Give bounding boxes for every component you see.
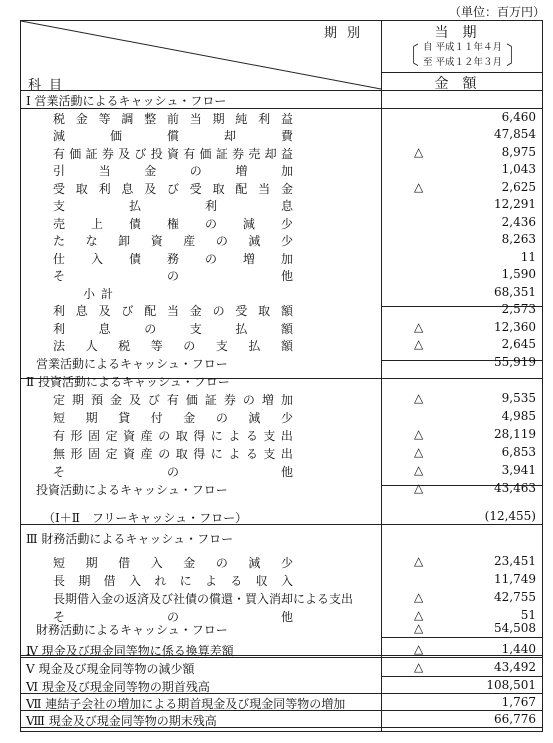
- table-row: [21, 660, 544, 676]
- negative-mark: △: [414, 180, 424, 194]
- row-amount: 47,854: [494, 127, 536, 141]
- row-amount: 11: [520, 250, 536, 264]
- table-row: [21, 678, 544, 694]
- row-label: 法 人 税 等 の 支 払 額: [53, 339, 293, 353]
- negative-mark: △: [414, 481, 424, 495]
- negative-mark: △: [414, 590, 424, 604]
- row-amount: 55,919: [494, 355, 536, 369]
- header-amount: 金額: [434, 76, 491, 92]
- table-row: [21, 215, 544, 231]
- row-divider: [381, 676, 542, 677]
- table-row: [21, 197, 544, 213]
- negative-mark: △: [414, 554, 424, 568]
- table-row: [21, 530, 544, 546]
- negative-mark: △: [414, 660, 424, 674]
- row-amount: 42,755: [494, 590, 536, 604]
- row-label: そ の 他: [53, 269, 293, 283]
- row-label: 仕 入 債 務 の 増 加: [53, 252, 293, 266]
- row-label: 利 息 及 び 配 当 金 の 受 取 額: [53, 304, 293, 318]
- table-row: [21, 145, 544, 161]
- row-amount: 8,975: [501, 145, 536, 159]
- row-label: 長 期 借 入 れ に よ る 収 入: [53, 574, 293, 588]
- table-row: [21, 250, 544, 266]
- row-amount: 54,508: [494, 621, 536, 635]
- cash-flow-table: [20, 20, 543, 732]
- row-label: 小 計: [83, 287, 113, 301]
- row-amount: 3,941: [501, 463, 536, 477]
- row-amount: 51: [520, 608, 536, 622]
- table-row: [21, 267, 544, 283]
- row-label: 支 払 利 息: [53, 199, 293, 213]
- row-amount: 43,492: [494, 660, 536, 674]
- header-current-period: 当期: [434, 25, 491, 41]
- row-label: 短 期 貸 付 金 の 減 少: [53, 411, 293, 425]
- table-row: [21, 509, 544, 525]
- row-label: そ の 他: [53, 610, 293, 624]
- table-row: [21, 427, 544, 443]
- row-label: （Ⅰ＋Ⅱ フリーキャッシュ・フロー）: [43, 511, 248, 525]
- table-row: [21, 337, 544, 353]
- table-row: [21, 92, 544, 108]
- negative-mark: △: [414, 463, 424, 477]
- row-label: Ⅴ 現金及び現金同等物の減少額: [26, 662, 195, 676]
- header-period-range: 〔 自 平成１１年４月 至 平成１２年３月 〕: [398, 40, 527, 70]
- row-label: 短 期 借 入 金 の 減 少: [53, 556, 293, 570]
- row-label: 営業活動によるキャッシュ・フロー: [36, 357, 228, 371]
- row-amount: 1,440: [501, 642, 536, 656]
- period-from: 自 平成１１年４月: [422, 42, 503, 53]
- table-row: [21, 302, 544, 318]
- table-row: [21, 127, 544, 143]
- row-amount: 9,535: [501, 391, 536, 405]
- row-label: 有 形 固 定 資 産 の 取 得 に よ る 支 出: [53, 429, 293, 443]
- table-row: [21, 712, 544, 728]
- table-row: [21, 409, 544, 425]
- row-amount: 43,463: [494, 481, 536, 495]
- table-row: [21, 621, 544, 637]
- row-amount: 1,590: [501, 267, 536, 281]
- row-amount: 2,573: [501, 302, 536, 316]
- table-row: [21, 481, 544, 497]
- row-label: 引 当 金 の 増 加: [53, 164, 293, 178]
- row-label: 投資活動によるキャッシュ・フロー: [36, 483, 228, 497]
- row-label: 税 金 等 調 整 前 当 期 純 利 益: [53, 112, 293, 126]
- row-label: 減 価 償 却 費: [53, 129, 293, 143]
- row-label: Ⅰ 営業活動によるキャッシュ・フロー: [26, 94, 227, 108]
- row-amount: 11,749: [494, 572, 536, 586]
- row-label: 長期借入金の返済及び社債の償還・買入消却による支出: [53, 592, 354, 606]
- row-amount: 1,043: [501, 162, 536, 176]
- row-amount: 4,985: [501, 409, 536, 423]
- row-amount: 23,451: [494, 554, 536, 568]
- row-label: Ⅱ 投資活動によるキャッシュ・フロー: [26, 375, 230, 389]
- table-row: [21, 180, 544, 196]
- unit-note: （単位：百万円）: [448, 5, 545, 19]
- row-label: た な 卸 資 産 の 減 少: [53, 234, 293, 248]
- negative-mark: △: [414, 391, 424, 405]
- header-kubun: 期別: [324, 26, 371, 41]
- negative-mark: △: [414, 427, 424, 441]
- table-row: [21, 162, 544, 178]
- header-kamoku: 科目: [28, 78, 71, 93]
- table-row: [21, 110, 544, 126]
- row-amount: 8,263: [501, 232, 536, 246]
- table-row: [21, 463, 544, 479]
- negative-mark: △: [414, 337, 424, 351]
- table-row: [21, 642, 544, 658]
- row-label: 有 価 証 券 及 び 投 資 有 価 証 券 売 却 益: [53, 147, 293, 161]
- row-label: Ⅳ 現金及び現金同等物に係る換算差額: [26, 644, 234, 658]
- row-amount: 2,645: [501, 337, 536, 351]
- row-amount: 68,351: [494, 285, 536, 299]
- table-row: [21, 572, 544, 588]
- row-amount: 12,360: [494, 320, 536, 334]
- row-label: 無 形 固 定 資 産 の 取 得 に よ る 支 出: [53, 447, 293, 461]
- row-label: 財務活動によるキャッシュ・フロー: [36, 623, 228, 637]
- table-row: [21, 232, 544, 248]
- row-label: 売 上 債 権 の 減 少: [53, 217, 293, 231]
- row-amount: 6,853: [501, 445, 536, 459]
- table-row: [21, 355, 544, 371]
- table-row: [21, 373, 544, 389]
- table-row: [21, 320, 544, 336]
- row-amount: 66,776: [494, 712, 536, 726]
- period-to: 至 平成１２年３月: [422, 57, 503, 68]
- table-row: [21, 445, 544, 461]
- table-row: [21, 285, 544, 301]
- row-amount: 28,119: [494, 427, 536, 441]
- row-label: 利 息 の 支 払 額: [53, 322, 293, 336]
- row-label: Ⅶ 連結子会社の増加による期首現金及び現金同等物の増加: [26, 697, 346, 711]
- negative-mark: △: [414, 608, 424, 622]
- header-bottom-line: [21, 90, 542, 91]
- row-label: 受 取 利 息 及 び 受 取 配 当 金: [53, 182, 293, 196]
- row-amount: 1,767: [501, 695, 536, 709]
- row-amount: 2,436: [501, 215, 536, 229]
- table-row: [21, 554, 544, 570]
- negative-mark: △: [414, 320, 424, 334]
- row-amount: 108,501: [486, 678, 536, 692]
- negative-mark: △: [414, 621, 424, 635]
- row-label: そ の 他: [53, 465, 293, 479]
- row-amount: 2,625: [501, 180, 536, 194]
- row-divider: [381, 637, 542, 638]
- row-label: Ⅲ 財務活動によるキャッシュ・フロー: [26, 532, 234, 546]
- table-row: [21, 391, 544, 407]
- row-amount: 12,291: [494, 197, 536, 211]
- row-label: 定 期 預 金 及 び 有 価 証 券 の 増 加: [53, 393, 293, 407]
- row-amount: 6,460: [501, 110, 536, 124]
- negative-mark: △: [414, 145, 424, 159]
- row-label: Ⅵ 現金及び現金同等物の期首残高: [26, 680, 210, 694]
- table-row: [21, 695, 544, 711]
- row-amount: (12,455): [484, 509, 536, 523]
- negative-mark: △: [414, 642, 424, 656]
- negative-mark: △: [414, 445, 424, 459]
- table-row: [21, 590, 544, 606]
- row-label: Ⅷ 現金及び現金同等物の期末残高: [26, 714, 217, 728]
